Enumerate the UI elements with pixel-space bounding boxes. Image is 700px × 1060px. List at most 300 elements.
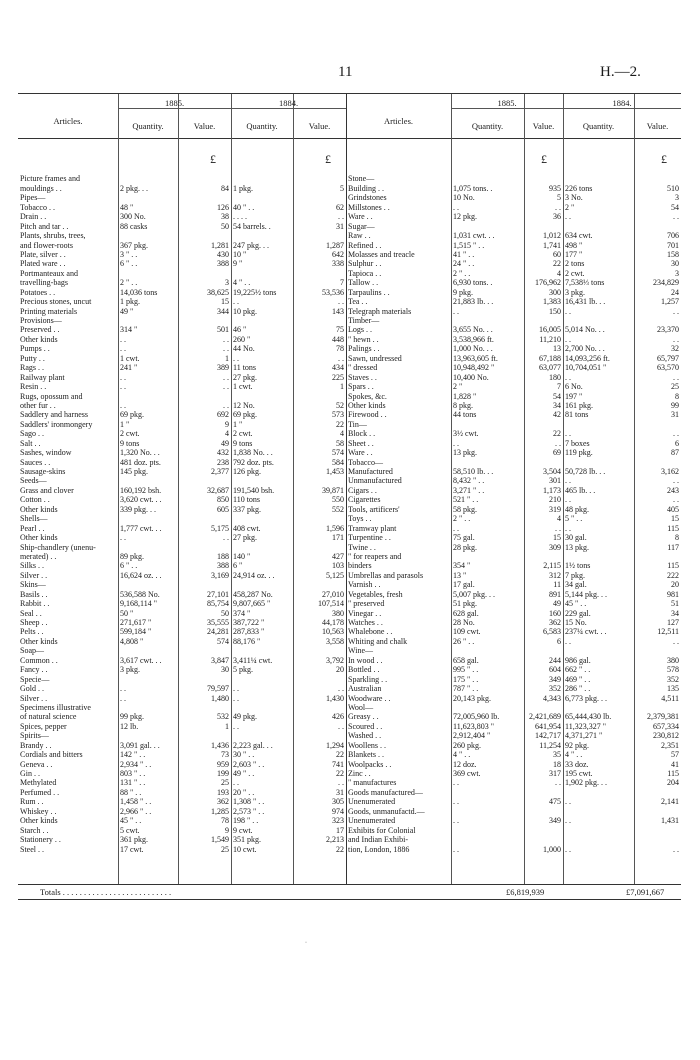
value-1884: 115 (667, 561, 679, 571)
quantity-1884: 65,444,430 lb. (565, 712, 612, 722)
quantity-1884: 498 " (565, 240, 583, 250)
value-1884: 2,379,381 (647, 712, 679, 722)
table-row (18, 354, 346, 363)
quantity-1885: 13 pkg. (453, 448, 477, 458)
table-row (18, 373, 346, 382)
quantity-1885: 2,934 " . . (120, 759, 152, 769)
table-row (18, 222, 346, 231)
quantity-1885: . . (453, 816, 459, 826)
table-row (346, 599, 681, 608)
value-1885: 193 (217, 787, 229, 797)
table-row (18, 335, 346, 344)
article-name: Watches . . (348, 618, 383, 627)
articles-header: Articles. (383, 116, 414, 126)
value-1885: 574 (217, 636, 229, 646)
quantity-1884: 24,914 oz. . . (233, 570, 275, 580)
quantity-1884: 10 cwt. (233, 844, 257, 854)
article-name: Sheep . . (20, 618, 48, 627)
article-name: Wine— (348, 646, 374, 656)
value-1884: . . (673, 844, 679, 854)
value-1884: . . (673, 495, 679, 505)
quantity-1884: 3 pkg. (565, 287, 585, 297)
quantity-1885: . . (453, 844, 459, 854)
quantity-1884: 2 cwt. (565, 268, 585, 278)
quantity-1884: 19,225½ tons (233, 287, 277, 297)
value-1884: 32 (671, 344, 679, 354)
value-1884: 426 (332, 712, 344, 722)
year-1885-header: 1885. (164, 98, 185, 108)
article-name: Raw . . (348, 231, 371, 241)
value-1884: 323 (332, 816, 344, 826)
table-row (346, 505, 681, 514)
article-name: Preserved . . (20, 325, 60, 335)
value-1884: 34 (671, 608, 679, 618)
article-name: Tools, artificers' (348, 504, 400, 514)
table-row (346, 363, 681, 372)
article-name: mouldings . . (20, 183, 62, 193)
right-header (346, 94, 681, 139)
quantity-1885: 75 gal. (453, 533, 475, 543)
quantity-1884: 81 tons (565, 410, 589, 420)
article-name: Unenumerated (348, 816, 396, 826)
table-row (18, 439, 346, 448)
value-1884: 550 (332, 495, 344, 505)
quantity-1884: 1 cwt. (233, 382, 253, 392)
value-1884: 31 (671, 410, 679, 420)
quantity-1885: . . (120, 533, 126, 543)
value-1884: 657,334 (653, 721, 679, 731)
quantity-1884: 20 " . . (233, 787, 255, 797)
quantity-1885: 21,883 lb. . . (453, 297, 494, 307)
quantity-1885: 45 " . . (120, 816, 142, 826)
table-row (18, 401, 346, 410)
article-name: Rags . . (20, 363, 44, 373)
quantity-1884: . . (565, 429, 571, 439)
quantity-1885: 1 " (120, 419, 130, 429)
value-1884: 1,431 (661, 816, 679, 826)
table-row (346, 401, 681, 410)
value-1885: . . (223, 334, 229, 344)
value-1884: 427 (332, 551, 344, 561)
table-row (346, 694, 681, 703)
quantity-1885: 260 pkg. (453, 740, 481, 750)
value-1884: 434 (332, 363, 344, 373)
article-name: Drain . . (20, 212, 47, 222)
article-name: Logs . . (348, 325, 372, 335)
quantity-1885: 5 cwt. (120, 825, 140, 835)
article-name: tion, London, 1886 (348, 844, 410, 854)
quantity-1885: 2 " . . (453, 268, 471, 278)
article-name: and flower-roots (20, 240, 73, 250)
right-rows (346, 165, 681, 854)
quantity-1885: 20,143 pkg. (453, 693, 491, 703)
value-1885: 4 (557, 514, 561, 524)
value-1884: 54 (671, 202, 679, 212)
quantity-1884: . . (565, 212, 571, 222)
value-1884: 338 (332, 259, 344, 269)
table-row (346, 184, 681, 193)
table-row (346, 410, 681, 419)
table-row (18, 731, 346, 740)
value-1884: 20 (336, 665, 344, 675)
article-name: Whalebone . . (348, 627, 393, 637)
left-rows (18, 165, 346, 854)
pound-sign: £ (325, 152, 331, 166)
table-row (18, 694, 346, 703)
quantity-1885: 803 " . . (120, 769, 146, 778)
article-name: Ship-chandlery (unenu- (20, 542, 96, 552)
value-1885: 349 (549, 816, 561, 826)
value-1884: 10,563 (322, 627, 344, 637)
quantity-1884: 14,093,256 ft. (565, 353, 610, 363)
quantity-1884: 15 No. (565, 618, 587, 627)
value-1885: 850 (217, 495, 229, 505)
table-row (18, 212, 346, 221)
quantity-1885: 5,007 pkg. . . (453, 589, 495, 599)
quantity-1884: 3,411¼ cwt. (233, 655, 273, 665)
quantity-1885: 3,538,966 ft. (453, 334, 494, 344)
value-1885: 1 (225, 353, 229, 363)
quantity-1884: 4 " . . (233, 278, 251, 288)
quantity-1885: 26 " . . (453, 636, 475, 646)
value-1884: 53,536 (322, 287, 344, 297)
quantity-1884: 195 cwt. (565, 769, 593, 778)
value-1885: . . (223, 400, 229, 410)
quantity-1885: 521 " . . (453, 495, 479, 505)
quantity-1885: 44 tons (453, 410, 477, 420)
quantity-1885: 58,510 lb. . . (453, 467, 494, 476)
quantity-1885: 481 doz. pts. (120, 457, 161, 467)
article-name: Cigars . . (348, 485, 377, 495)
value-1884: 25 (671, 382, 679, 392)
quantity-1884: 3 No. (565, 193, 583, 203)
quantity-1884: . . (565, 844, 571, 854)
table-row (18, 580, 346, 589)
quantity-1885: 12 lb. (120, 721, 139, 731)
value-1884: 1,294 (326, 740, 344, 750)
table-row (346, 656, 681, 665)
left-header (18, 94, 346, 139)
quantity-1884: 2,603 " . . (233, 759, 265, 769)
quantity-1884: . . (565, 306, 571, 316)
article-name: Firewood . . (348, 410, 387, 420)
table-row (346, 590, 681, 599)
quantity-1885: 2,912,404 " (453, 731, 491, 741)
value-1884: 225 (332, 372, 344, 382)
value-1884: 99 (671, 400, 679, 410)
article-name: Toys . . (348, 514, 372, 524)
table-row (346, 259, 681, 268)
article-name: Plated ware . . (20, 259, 66, 269)
article-name: Australian (348, 684, 382, 694)
quantity-1885: 8 pkg. (453, 400, 473, 410)
table-row (18, 760, 346, 769)
quantity-1885: 9,168,114 " (120, 599, 157, 609)
quantity-1885: 10,948,492 " (453, 363, 495, 373)
table-row (18, 344, 346, 353)
quantity-1885: 369 cwt. (453, 769, 481, 778)
table-row (18, 571, 346, 580)
value-1884: 2,141 (661, 797, 679, 807)
value-1884: 57 (671, 750, 679, 760)
quantity-1884: 1 pkg. (233, 183, 253, 193)
value-1885: 238 (217, 457, 229, 467)
quantity-1884: . . (565, 495, 571, 505)
article-name: In wood . . (348, 655, 383, 665)
article-name: Pipes— (20, 193, 46, 203)
table-row (346, 703, 681, 712)
article-name: Silver . . (20, 570, 48, 580)
article-name: Timber— (348, 316, 380, 325)
value-1884: 4 (340, 429, 344, 439)
table-row (18, 486, 346, 495)
value-1885: 25 (221, 778, 229, 788)
quantity-1884: 33 doz. (565, 759, 589, 769)
page-reference: H.—2. (600, 64, 641, 80)
quantity-1885: 2 cwt. (120, 429, 140, 439)
value-1885: 73 (221, 750, 229, 760)
article-name: Silks . . (20, 561, 45, 571)
quantity-1885: 142 " . . (120, 750, 146, 760)
value-1885: 604 (549, 665, 561, 675)
article-name: Perfumed . . (20, 787, 60, 797)
table-row (346, 373, 681, 382)
article-name: travelling-bags (20, 278, 68, 288)
value-1884: 3,558 (326, 636, 344, 646)
value-1885: 11,210 (539, 334, 561, 344)
table-row (18, 797, 346, 806)
quantity-1885: 2,966 " . . (120, 806, 152, 816)
value-1885: 2,421,689 (529, 712, 561, 722)
table-row (18, 807, 346, 816)
table-row (346, 561, 681, 570)
table-row (18, 297, 346, 306)
table-row (18, 665, 346, 674)
article-name: " preserved (348, 599, 385, 609)
value-1884: 2,213 (326, 835, 344, 845)
value-1885: 1,383 (543, 297, 561, 307)
value-1884: 243 (667, 485, 679, 495)
value-1885: 692 (217, 410, 229, 420)
table-row (18, 392, 346, 401)
value-1884: 87 (671, 448, 679, 458)
quantity-1885: . . (120, 344, 126, 354)
quantity-1885: . . (120, 693, 126, 703)
quantity-1884: 7 boxes (565, 438, 590, 448)
value-1885: 3,847 (211, 655, 229, 665)
table-row (346, 354, 681, 363)
table-row (346, 769, 681, 778)
value-1885: 6 (557, 636, 561, 646)
value-1884: 1,430 (326, 693, 344, 703)
article-name: Wool— (348, 702, 374, 712)
article-name: Goods, unmanufactd.— (348, 806, 425, 816)
article-name: " manufactures (348, 778, 397, 788)
quantity-1884: 1 " (233, 419, 243, 429)
quantity-1885: 361 pkg. (120, 835, 148, 845)
table-row (18, 193, 346, 202)
value-1884: 1,453 (326, 467, 344, 476)
year-1884-header: 1884. (612, 98, 632, 108)
value-1884: 352 (667, 674, 679, 684)
article-name: Sulphur . . (348, 259, 382, 269)
value-1885: 935 (549, 183, 561, 193)
quantity-1884: . . (565, 334, 571, 344)
value-1884: 305 (332, 797, 344, 807)
quantity-1885: 6,930 tons. . (453, 278, 493, 288)
table-row (18, 646, 346, 655)
quantity-1885: 14,036 tons (120, 287, 158, 297)
value-1885: 3 (225, 278, 229, 288)
table-row (18, 684, 346, 693)
quantity-1884: 634 cwt. (565, 231, 593, 241)
quantity-1885: 99 pkg. (120, 712, 144, 722)
article-name: Sawn, undressed (348, 353, 402, 363)
article-name: Soap— (20, 646, 44, 656)
quantity-1884: 1,902 pkg. . . (565, 778, 607, 788)
value-1885: 9 (225, 825, 229, 835)
quantity-1885: 787 " . . (453, 684, 479, 694)
left-half-table (18, 94, 347, 884)
value-1884: 65,797 (657, 353, 679, 363)
quantity-1884: 11 tons (233, 363, 257, 373)
article-name: Palings . . (348, 344, 380, 354)
article-name: binders (348, 561, 372, 571)
quantity-1884: 792 doz. pts. (233, 457, 274, 467)
article-name: Unenumerated (348, 797, 396, 807)
quantity-1884: 16,431 lb. . . (565, 297, 606, 307)
article-name: Fancy . . (20, 665, 48, 675)
article-name: Seal . . (20, 608, 42, 618)
value-1884: . . (338, 297, 344, 307)
quantity-1884: 5,144 pkg. . . (565, 589, 607, 599)
value-1885: 4,343 (543, 693, 561, 703)
value-1884: 578 (667, 665, 679, 675)
value-1884: 584 (332, 457, 344, 467)
quantity-1885: 1,000 No. . . (453, 344, 493, 354)
value-1885: . . (555, 778, 561, 788)
quantity-1884: 458,287 No. (233, 589, 273, 599)
table-row (18, 778, 346, 787)
value-1885: 5,175 (211, 523, 229, 533)
article-name: Spars . . (348, 382, 374, 392)
quantity-1884: 10 pkg. (233, 306, 257, 316)
quantity-1885: 145 pkg. (120, 467, 148, 476)
quantity-1885: 599,184 " (120, 627, 152, 637)
value-1885: . . (223, 533, 229, 543)
quantity-1884: . . (233, 693, 239, 703)
table-row (346, 288, 681, 297)
article-name: and Indian Exhibi- (348, 835, 408, 845)
table-row (18, 637, 346, 646)
value-1885: 36 (553, 212, 561, 222)
value-1884: 30 (671, 259, 679, 269)
pound-sign: £ (541, 152, 547, 166)
quantity-1885: 89 pkg. (120, 551, 144, 561)
quantity-1884: 4,371,271 " (565, 731, 603, 741)
article-name: Putty . . (20, 353, 45, 363)
table-row (346, 222, 681, 231)
article-name: Turpentine . . (348, 533, 391, 543)
value-1884: 15 (671, 514, 679, 524)
value-1884: 706 (667, 231, 679, 241)
table-row (18, 203, 346, 212)
quantity-1884: 4 " . . (565, 750, 583, 760)
value-1884: 8 (675, 391, 679, 401)
article-name: Cigarettes (348, 495, 381, 505)
quantity-1885: 58 pkg. (453, 504, 477, 514)
quantity-1884: 30 gal. (565, 533, 587, 543)
quantity-1884: 1½ tons (565, 561, 591, 571)
value-1885: 3,504 (543, 467, 561, 476)
quantity-1884: . . (565, 816, 571, 826)
quantity-1885: 1,031 cwt. . . (453, 231, 495, 241)
quantity-1884: 9,807,665 " (233, 599, 271, 609)
table-row (18, 826, 346, 835)
table-row (18, 410, 346, 419)
article-name: Twine . . (348, 542, 376, 552)
value-1884: 31 (336, 221, 344, 231)
table-row (346, 797, 681, 806)
article-name: Pumps . . (20, 344, 50, 354)
value-1885: 362 (549, 618, 561, 627)
article-name: Other kinds (20, 636, 58, 646)
quantity-1885: 69 pkg. (120, 410, 144, 420)
article-name: Rum . . (20, 797, 44, 807)
value-1884: 22 (336, 419, 344, 429)
quantity-1884: 247 pkg. . . (233, 240, 269, 250)
value-1885: 1,281 (211, 240, 229, 250)
value-1884: 12,511 (657, 627, 679, 637)
value-1885: 349 (549, 674, 561, 684)
value-1884: 8 (675, 533, 679, 543)
value-1885: 69 (553, 448, 561, 458)
quantity-1885: 13,963,605 ft. (453, 353, 498, 363)
quantity-1884: 69 pkg. (233, 410, 257, 420)
article-name: Specimens illustrative (20, 702, 91, 712)
article-name: Potatoes . . (20, 287, 56, 297)
article-name: Sparkling . . (348, 674, 388, 684)
quantity-1884: 662 " . . (565, 665, 591, 675)
quantity-1884: 2 cwt. (233, 429, 253, 439)
quantity-1884: 34 gal. (565, 580, 587, 590)
quantity-1885: 271,617 " (120, 618, 152, 627)
table-row (346, 231, 681, 240)
article-name: Telegraph materials (348, 306, 412, 316)
table-row (18, 543, 346, 552)
quantity-1884: 126 pkg. (233, 467, 261, 476)
quantity-1884: 119 pkg. (565, 448, 593, 458)
value-1885: 7 (557, 382, 561, 392)
quantity-1885: . . (453, 202, 459, 212)
article-name: Silver . . (20, 693, 48, 703)
article-name: Resin . . (20, 382, 47, 392)
table-row (346, 684, 681, 693)
article-name: Stone— (348, 174, 375, 184)
value-1885: 63,077 (539, 363, 561, 373)
value-1884: . . (338, 212, 344, 222)
table-row (18, 420, 346, 429)
quantity-1885: . . (453, 306, 459, 316)
table-row (18, 712, 346, 721)
value-1884: 17 (336, 825, 344, 835)
quantity-1884: . . (233, 721, 239, 731)
value-1885: 301 (549, 476, 561, 486)
value-1884: 51 (671, 599, 679, 609)
value-1885: 42 (553, 410, 561, 420)
quantity-1885: 3,655 No. . . (453, 325, 493, 335)
quantity-1884: 5 " . . (565, 514, 583, 524)
